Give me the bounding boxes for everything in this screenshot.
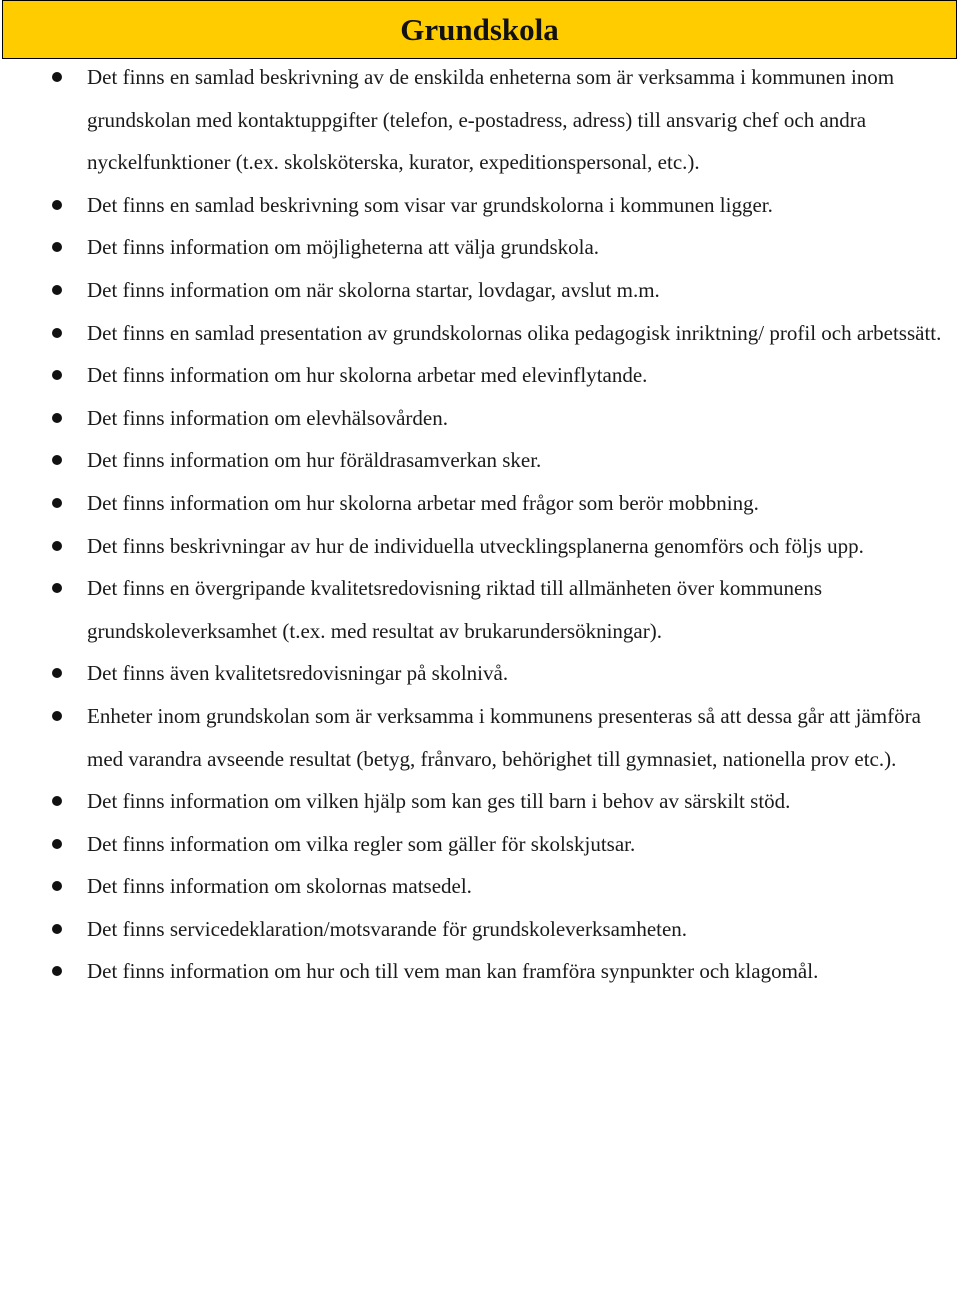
bullet-icon	[52, 541, 62, 551]
list-item	[0, 652, 960, 695]
bullet-icon	[52, 668, 62, 678]
bullet-icon	[52, 413, 62, 423]
bullet-icon	[52, 328, 62, 338]
list-item	[0, 950, 960, 993]
list-item	[0, 56, 960, 184]
list-item	[0, 865, 960, 908]
bullet-icon	[52, 370, 62, 380]
list-item	[0, 354, 960, 397]
list-item-text: Det finns servicedeklaration/motsvarande för grundskoleverksamheten.	[87, 916, 688, 941]
bullet-icon	[52, 455, 62, 465]
list-item-text: Det finns information om när skolorna startar, lovdagar, avslut m.m.	[87, 277, 660, 302]
list-item-text: Det finns information om möjligheterna att välja grundskola.	[87, 235, 600, 260]
bullet-icon	[52, 796, 62, 806]
list-item-text: Det finns information om vilken hjälp som kan ges till barn i behov av särskilt stöd.	[87, 789, 791, 814]
list-item	[0, 312, 960, 355]
list-item	[0, 695, 960, 780]
list-item-text: Det finns information om elevhälsovården.	[87, 405, 448, 430]
list-item	[0, 397, 960, 440]
list-item-text: Det finns information om skolornas matsedel.	[87, 874, 472, 899]
list-item-text: Det finns beskrivningar av hur de individuella utvecklingsplanerna genomförs och följs upp.	[87, 533, 864, 558]
bullet-icon	[52, 583, 62, 593]
list-item	[0, 823, 960, 866]
bullet-icon	[52, 200, 62, 210]
list-item-text: Det finns en samlad beskrivning av de enskilda enheterna som är verksamma i kommunen inom grundskolan med kontaktuppgifter (telefon, e-postadress, adress) till ansvarig chef och andra nyckelfunktioner (t.ex. skolsköterska, kurator, expeditionspersonal, etc.).	[87, 65, 895, 175]
list-item-text: Det finns information om vilka regler som gäller för skolskjutsar.	[87, 831, 636, 856]
bullet-icon	[52, 966, 62, 976]
bullet-icon	[52, 498, 62, 508]
bullet-icon	[52, 242, 62, 252]
list-item-text: Det finns information om hur skolorna arbetar med elevinflytande.	[87, 363, 648, 388]
bullet-icon	[52, 924, 62, 934]
list-item	[0, 567, 960, 652]
list-item-text: Det finns information om hur och till vem man kan framföra synpunkter och klagomål.	[87, 959, 819, 984]
checklist	[0, 56, 960, 993]
list-item-text: Det finns en samlad presentation av grundskolornas olika pedagogisk inriktning/ profil och arbetssätt.	[87, 320, 942, 345]
bullet-icon	[52, 839, 62, 849]
bullet-icon	[52, 711, 62, 721]
list-item-text: Det finns information om hur skolorna arbetar med frågor som berör mobbning.	[87, 490, 759, 515]
list-item	[0, 226, 960, 269]
list-item-text: Det finns information om hur föräldrasamverkan sker.	[87, 448, 542, 473]
list-item	[0, 908, 960, 951]
list-item	[0, 269, 960, 312]
list-item	[0, 482, 960, 525]
list-item	[0, 780, 960, 823]
bullet-icon	[52, 881, 62, 891]
bullet-icon	[52, 72, 62, 82]
list-item-text: Det finns även kvalitetsredovisningar på skolnivå.	[87, 661, 509, 686]
bullet-icon	[52, 285, 62, 295]
list-item	[0, 525, 960, 568]
page-title: Grundskola	[400, 11, 559, 47]
list-item-text: Enheter inom grundskolan som är verksamma i kommunens presenteras så att dessa går att jämföra med varandra avseende resultat (betyg, frånvaro, behörighet till gymnasiet, nationella prov etc.).	[87, 703, 921, 771]
list-item	[0, 184, 960, 227]
list-item-text: Det finns en samlad beskrivning som visar var grundskolorna i kommunen ligger.	[87, 192, 773, 217]
title-banner	[2, 0, 957, 59]
list-item	[0, 439, 960, 482]
list-item-text: Det finns en övergripande kvalitetsredovisning riktad till allmänheten över kommunens grundskoleverksamhet (t.ex. med resultat av brukarundersökningar).	[87, 576, 823, 643]
